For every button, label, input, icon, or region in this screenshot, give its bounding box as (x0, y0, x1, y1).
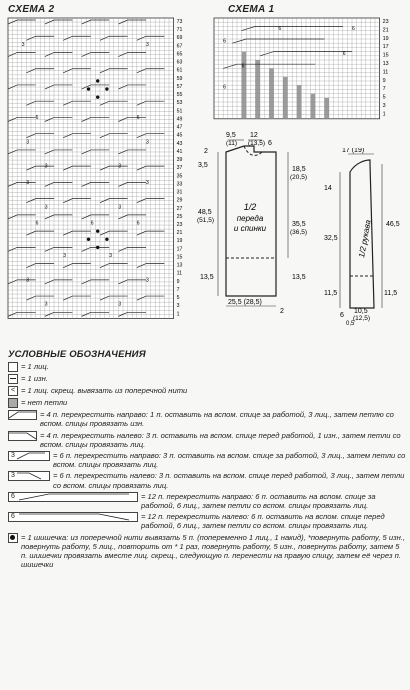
dim-text: 9,5 (226, 132, 236, 139)
legend-item: = нет петли (8, 398, 406, 408)
row-number: 61 (176, 67, 183, 74)
row-number: 67 (176, 43, 183, 50)
cell-label: 3 (109, 252, 112, 259)
cell-label: 3 (146, 41, 149, 48)
dim-text: 2 (204, 148, 208, 155)
cell-label: 3 (118, 301, 122, 308)
cell-label: 6 (241, 63, 245, 70)
dim-text: 10,5 (354, 308, 368, 315)
dim-text: (13,5) (248, 140, 265, 147)
cell-label: 6 (35, 114, 39, 121)
schema2-title: СХЕМА 2 (8, 4, 55, 15)
cell-label: 3 (44, 204, 48, 211)
bobble-mark (87, 238, 90, 241)
dim-text: 13,5 (292, 274, 306, 281)
front-back-pattern (196, 128, 324, 318)
row-number: 21 (176, 230, 183, 237)
cross-6-right-symbol-icon: 3 (8, 451, 50, 461)
sleeve-pattern (324, 148, 408, 326)
dim-text: 11,5 (384, 290, 398, 297)
legend-item: < = 1 лиц. скрещ. вывязать из поперечной нити (8, 386, 406, 396)
legend-item: 3 = 6 п. перекрестить налево: 3 п. оставить на вспом. спице перед работой, 3 лиц., затем петли со вспом. спицы провязать лиц. (8, 471, 406, 489)
cell-label: 3 (26, 139, 30, 146)
row-number: 9 (176, 278, 180, 285)
row-number: 5 (382, 94, 386, 101)
dim-text: 13,5 (200, 274, 214, 281)
row-number: 29 (176, 197, 183, 204)
front-label-1: 1/2 (243, 202, 257, 212)
schema1-title: СХЕМА 1 (228, 4, 275, 15)
front-label-2: переда (236, 214, 264, 223)
row-number: 9 (382, 77, 386, 84)
bobble-mark (105, 238, 108, 241)
front-label-3: и спинки (233, 224, 267, 233)
bobble-symbol-icon (8, 533, 18, 543)
row-number: 51 (176, 108, 183, 115)
row-number: 7 (176, 286, 180, 293)
sleeve-label: 1/2 рукава (357, 219, 373, 259)
row-number: 65 (176, 51, 183, 58)
cross-4-right-symbol-icon (8, 410, 37, 420)
dim-text: 12 (250, 132, 258, 139)
bobble-mark (96, 246, 99, 249)
row-number: 7 (382, 86, 386, 93)
schema2-chart (6, 16, 200, 328)
dim-text: (51,5) (197, 217, 214, 224)
row-number: 17 (176, 246, 183, 253)
row-number: 35 (176, 173, 183, 180)
cross-4-left-symbol-icon (8, 431, 37, 441)
bobble-mark (96, 79, 99, 82)
row-number: 23 (176, 222, 183, 228)
cell-label: 3 (26, 277, 30, 284)
bobble-mark (96, 229, 99, 232)
cross-12-left-symbol-icon: 6 (8, 512, 138, 522)
row-number: 57 (176, 83, 183, 90)
row-number: 53 (176, 100, 183, 107)
row-number: 23 (382, 19, 389, 25)
dim-text: 3,5 (198, 162, 208, 169)
cell-label: 3 (26, 179, 30, 186)
row-number: 19 (176, 238, 183, 245)
row-number: 15 (382, 52, 389, 59)
legend-item: 6 = 12 п. перекрестить налево: 6 п. оставить на вспом. спице перед работой, 6 лиц., затем петли со вспом. спицы провязать лиц. (8, 512, 406, 530)
row-number: 55 (176, 92, 183, 99)
row-number: 27 (176, 205, 183, 212)
row-number: 17 (382, 44, 389, 51)
row-number: 3 (382, 103, 386, 109)
cross-6-left-symbol-icon: 3 (8, 471, 50, 481)
cell-label: 3 (118, 163, 122, 170)
legend-item: = 4 п. перекрестить налево: 3 п. оставить на вспом. спице перед работой, 1 изн., затем петли со вспом. спицы провязать лиц. (8, 431, 406, 449)
cell-label: 6 (352, 25, 355, 32)
cross-12-right-symbol-icon: 6 (8, 492, 138, 502)
cell-label: 6 (136, 114, 140, 121)
cell-label: 6 (342, 51, 346, 58)
cell-label: 6 (136, 220, 140, 227)
dim-text: 32,5 (324, 235, 338, 242)
dim-text: 6 (268, 140, 272, 147)
no-stitch-symbol-icon (8, 398, 18, 408)
cell-label: 6 (90, 220, 94, 227)
no-stitch-cell (324, 98, 329, 119)
cell-label: 6 (35, 220, 39, 227)
row-number: 43 (176, 140, 183, 147)
legend-item: = 4 п. перекрестить направо: 1 п. оставить на вспом. спице за работой, 3 лиц., затем петлю со вспом. спицы провязать изн. (8, 410, 406, 428)
row-number: 69 (176, 35, 183, 42)
cell-label: 6 (278, 25, 282, 32)
row-number: 47 (176, 124, 183, 131)
twisted-knit-symbol-icon: < (8, 386, 18, 396)
legend-item: = 1 шишечка: из поперечной нити вывязать 5 п. (попеременно 1 лиц., 1 накид), *повернуть работу, 5 изн., повернуть работу, 5 лиц., повторить от * 1 раз, повернуть работу, 5 изн., повернуть работу, затем 5 п. шишечки провязать вместе лиц. скрещ., следующую п. перенести на правую спицу, затем её через п. шишечки (8, 533, 406, 570)
row-number: 41 (176, 148, 183, 155)
row-number: 33 (176, 181, 183, 188)
dim-text: 18,5 (292, 166, 306, 173)
dim-text: (12,5) (353, 315, 370, 322)
cell-label: 3 (44, 301, 48, 308)
dim-text: 35,5 (292, 221, 306, 228)
row-number: 31 (176, 189, 183, 196)
row-number: 19 (382, 35, 389, 42)
schema1-chart (212, 16, 406, 122)
legend-item: 3 = 6 п. перекрестить направо: 3 п. оставить на вспом. спице за работой, 3 лиц., затем петли со вспом. спицы провязать лиц. (8, 451, 406, 469)
legend (8, 350, 406, 571)
row-number: 63 (176, 59, 183, 66)
cell-label: 6 (223, 84, 226, 91)
row-number: 1 (382, 111, 386, 118)
dim-text: 2 (280, 308, 284, 315)
dim-text: 0,5 (346, 321, 355, 326)
cell-label: 3 (44, 163, 48, 170)
dim-text: 46,5 (386, 221, 400, 228)
dim-text: (20,5) (290, 174, 307, 181)
row-number: 71 (176, 27, 183, 34)
bobble-mark (105, 87, 108, 90)
cell-label: 3 (146, 179, 149, 186)
dim-text: 6 (340, 312, 344, 319)
cell-label: 3 (63, 252, 66, 259)
cell-label: 3 (118, 204, 122, 211)
dim-text: (36,5) (290, 229, 307, 236)
row-number: 1 (176, 311, 180, 318)
knit-symbol-icon (8, 362, 18, 372)
dim-text: 14 (324, 185, 332, 192)
row-number: 3 (176, 303, 180, 310)
row-number: 13 (176, 262, 183, 269)
dim-text: 25,5 (28,5) (228, 299, 262, 306)
row-number: 21 (382, 27, 389, 34)
row-number: 45 (176, 132, 183, 139)
row-number: 39 (176, 157, 183, 164)
legend-item: 6 = 12 п. перекрестить направо: 6 п. оставить на вспом. спице за работой, 6 лиц., затем петли со вспом. спицы провязать лиц. (8, 492, 406, 510)
cell-label: 3 (146, 277, 149, 284)
legend-item: = 1 изн. (8, 374, 406, 384)
row-number: 15 (176, 254, 183, 261)
row-number: 25 (176, 213, 183, 220)
row-number: 5 (176, 295, 180, 302)
row-number: 37 (176, 165, 183, 172)
dim-text: (11) (226, 140, 238, 147)
bobble-mark (87, 87, 90, 90)
dim-text: 48,5 (198, 209, 212, 216)
bobble-mark (96, 95, 99, 98)
row-number: 59 (176, 75, 183, 82)
row-number: 13 (382, 61, 389, 67)
row-number: 73 (176, 19, 183, 25)
row-number: 11 (176, 270, 182, 277)
row-number: 49 (176, 116, 183, 123)
dim-text: 11,5 (324, 290, 338, 297)
cell-label: 3 (21, 41, 25, 48)
cell-label: 3 (146, 139, 149, 146)
legend-item: = 1 лиц. (8, 362, 406, 372)
legend-title: УСЛОВНЫЕ ОБОЗНАЧЕНИЯ (8, 349, 146, 360)
row-number: 11 (382, 69, 389, 76)
cell-label: 6 (223, 38, 226, 45)
dim-text: 17 (19) (342, 148, 365, 154)
purl-symbol-icon (8, 374, 18, 384)
